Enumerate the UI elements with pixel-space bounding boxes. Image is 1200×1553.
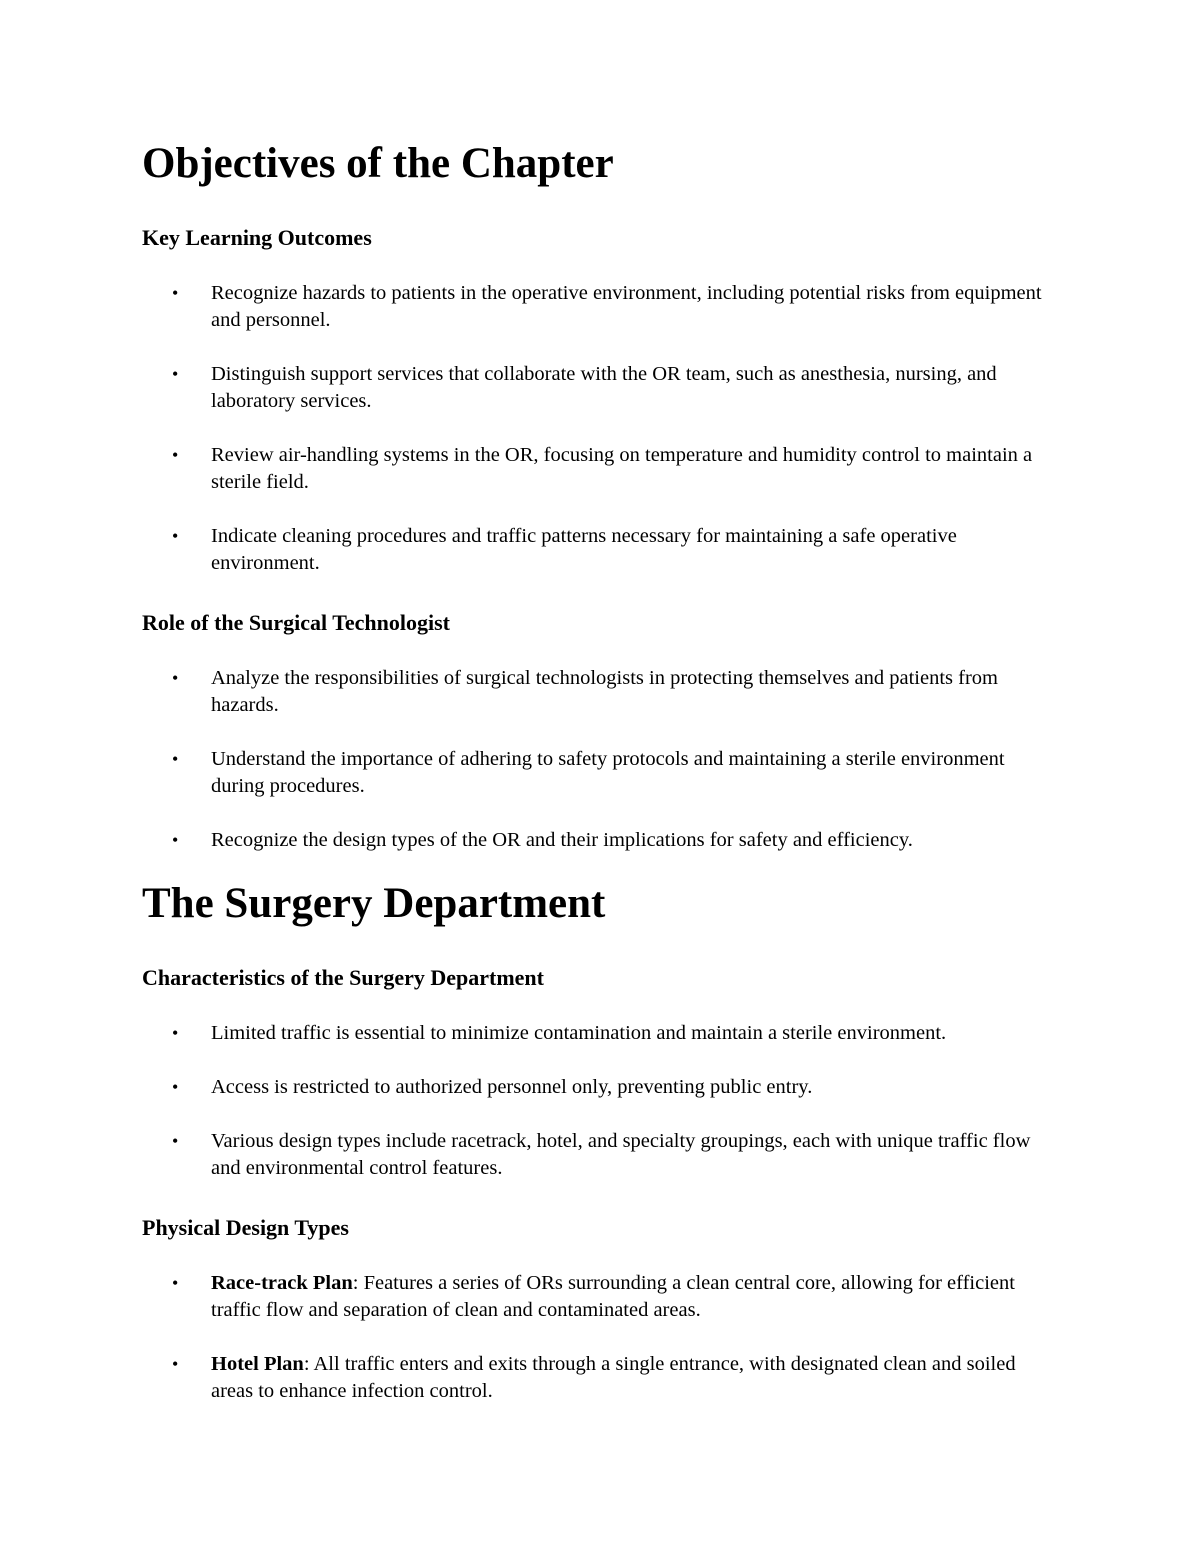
subsection-heading-key-learning-outcomes: Key Learning Outcomes (142, 225, 372, 250)
list-item (142, 827, 1062, 854)
list-item-term: Hotel Plan (211, 1353, 304, 1375)
list-item-term: Race-track Plan (211, 1272, 353, 1294)
bullet-icon: • (172, 1131, 179, 1151)
subsection-heading-characteristics: Characteristics of the Surgery Department (142, 965, 544, 990)
list-item (142, 1270, 1062, 1324)
list-item (142, 1128, 1062, 1182)
bullet-list-role-of-surgical-technologist (142, 665, 1062, 854)
bullet-icon: • (172, 1023, 179, 1043)
list-item-text: Access is restricted to authorized personnel only, preventing public entry. (211, 1076, 813, 1098)
subsection-heading-physical-design-types: Physical Design Types (142, 1215, 349, 1240)
list-item-text: : Features a series of ORs surrounding a clean central core, allowing for efficient traffic flow and separation of clean and contaminated areas. (211, 1272, 1015, 1321)
list-item (142, 1020, 1062, 1047)
list-item-text: Various design types include racetrack, hotel, and specialty groupings, each with unique traffic flow and environmental control features. (211, 1130, 1031, 1179)
subsection-heading-role-of-surgical-technologist: Role of the Surgical Technologist (142, 610, 451, 635)
bullet-list-characteristics (142, 1020, 1062, 1182)
document-page (142, 138, 1062, 1405)
bullet-list-physical-design-types (142, 1270, 1062, 1405)
section-heading-objectives: Objectives of the Chapter (142, 140, 614, 187)
list-item (142, 746, 1062, 800)
bullet-icon: • (172, 526, 179, 546)
list-item (142, 442, 1062, 496)
list-item-text: Indicate cleaning procedures and traffic patterns necessary for maintaining a safe operative environment. (211, 525, 957, 574)
bullet-icon: • (172, 1077, 179, 1097)
list-item (142, 665, 1062, 719)
bullet-icon: • (172, 668, 179, 688)
bullet-icon: • (172, 749, 179, 769)
bullet-icon: • (172, 830, 179, 850)
bullet-icon: • (172, 1354, 179, 1374)
list-item-text: Review air-handling systems in the OR, focusing on temperature and humidity control to maintain a sterile field. (211, 444, 1033, 493)
bullet-list-key-learning-outcomes (142, 280, 1062, 577)
list-item-text: Recognize hazards to patients in the operative environment, including potential risks from equipment and personnel. (211, 282, 1042, 331)
list-item-text: Distinguish support services that collaborate with the OR team, such as anesthesia, nursing, and laboratory services. (211, 363, 997, 412)
list-item (142, 523, 1062, 577)
bullet-icon: • (172, 283, 179, 303)
list-item-text: Limited traffic is essential to minimize contamination and maintain a sterile environment. (211, 1022, 947, 1044)
list-item (142, 1351, 1062, 1405)
bullet-icon: • (172, 364, 179, 384)
list-item-text: Recognize the design types of the OR and their implications for safety and efficiency. (211, 829, 913, 851)
list-item (142, 361, 1062, 415)
list-item-text: Analyze the responsibilities of surgical technologists in protecting themselves and patients from hazards. (211, 667, 998, 716)
list-item (142, 280, 1062, 334)
list-item-text: : All traffic enters and exits through a single entrance, with designated clean and soiled areas to enhance infection control. (211, 1353, 1016, 1402)
list-item (142, 1074, 1062, 1101)
bullet-icon: • (172, 445, 179, 465)
bullet-icon: • (172, 1273, 179, 1293)
section-heading-surgery-department: The Surgery Department (142, 880, 606, 927)
list-item-text: Understand the importance of adhering to safety protocols and maintaining a sterile environment during procedures. (211, 748, 1005, 797)
